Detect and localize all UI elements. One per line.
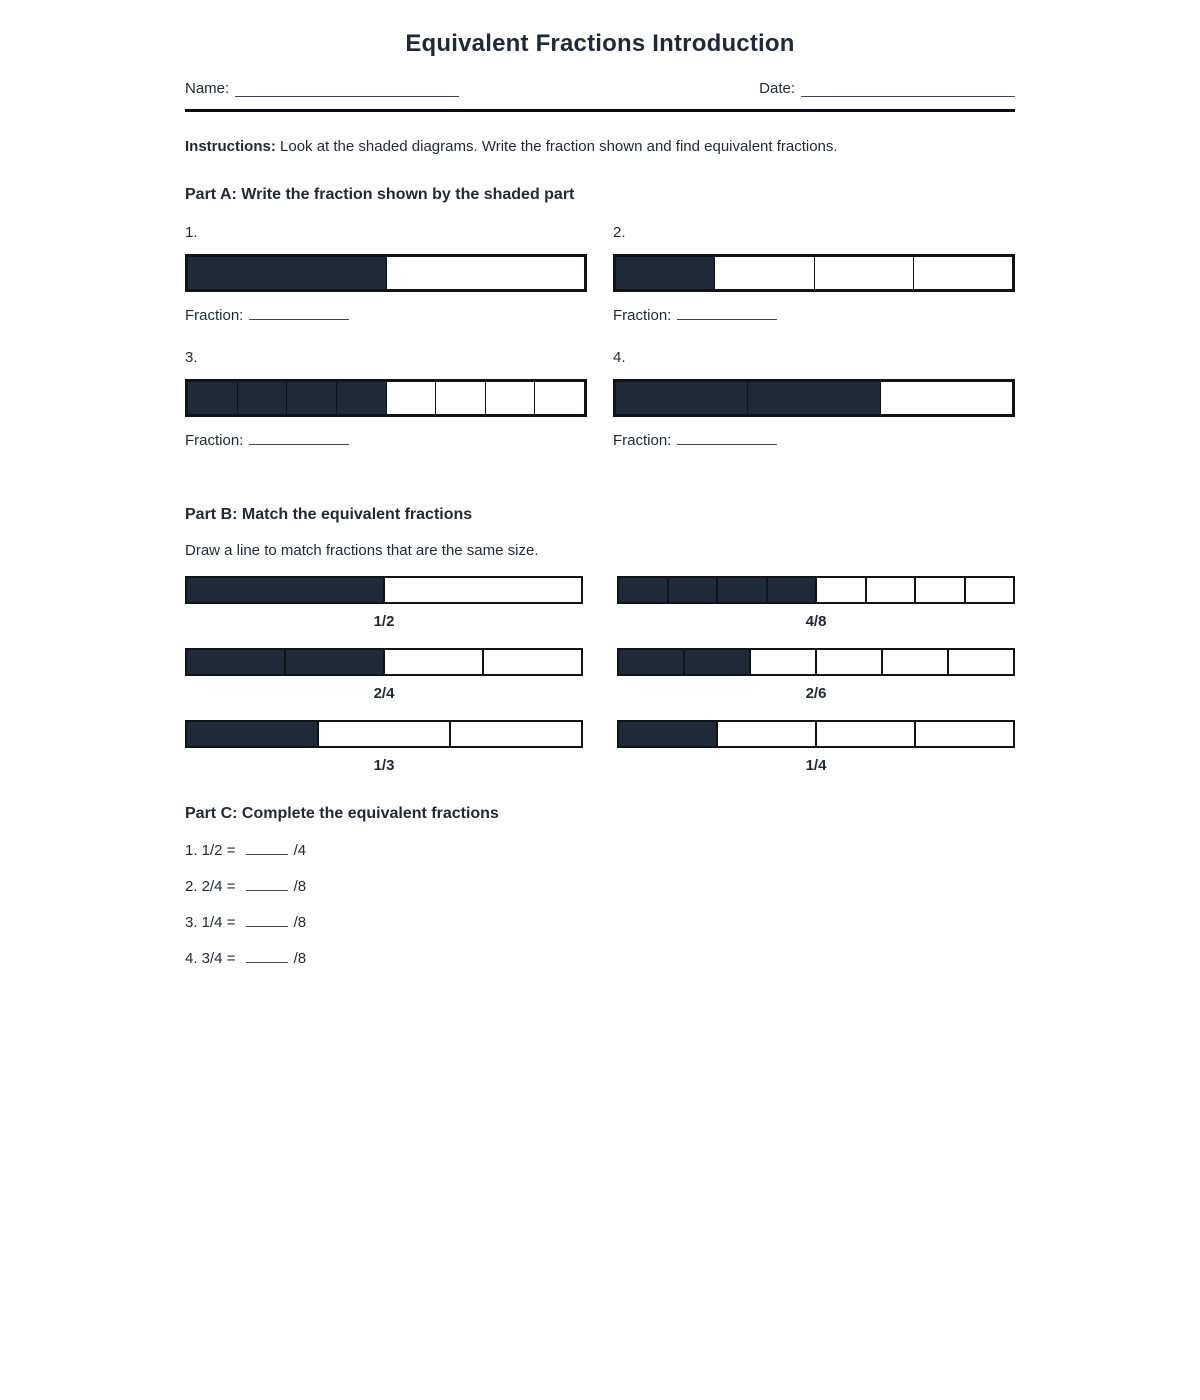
fraction-bar <box>617 576 1015 604</box>
bar-cell-shaded <box>286 382 336 414</box>
instructions-label: Instructions: <box>185 138 276 155</box>
match-item-left-2 <box>185 648 583 702</box>
match-item-right-2 <box>617 648 1015 702</box>
fraction-bar <box>613 254 1015 292</box>
fraction-label: Fraction: <box>613 432 672 449</box>
bar-cell-empty <box>435 382 485 414</box>
bar-cell-empty <box>815 650 881 674</box>
bar-cell-empty <box>534 382 584 414</box>
fraction-blank-line <box>677 430 777 445</box>
item-number: 2. <box>613 224 626 241</box>
bar-cell-shaded <box>336 382 386 414</box>
bar-cell-shaded <box>187 578 383 602</box>
match-item-left-1 <box>185 576 583 630</box>
part-a-item-3 <box>185 349 587 449</box>
equation-suffix: /8 <box>293 914 307 931</box>
fraction-answer-line <box>613 430 1015 449</box>
part-c-list <box>185 840 1015 967</box>
bar-cell-empty <box>880 382 1012 414</box>
fraction-blank-line <box>249 430 349 445</box>
bar-cell-empty <box>714 257 813 289</box>
bar-cell-empty <box>383 650 482 674</box>
bar-cell-empty <box>485 382 535 414</box>
fraction-label: Fraction: <box>613 307 672 324</box>
fraction-bar <box>185 720 583 748</box>
bar-cell-shaded <box>187 650 284 674</box>
bar-cell-shaded <box>284 650 383 674</box>
fraction-bar <box>185 379 587 417</box>
bar-cell-empty <box>914 578 964 602</box>
fraction-value-label: 4/8 <box>805 613 827 630</box>
fraction-bar <box>617 648 1015 676</box>
bar-cell-shaded <box>188 257 386 289</box>
instructions-text: Look at the shaded diagrams. Write the fraction shown and find equivalent fractions. <box>280 138 838 155</box>
header-divider <box>185 109 1015 112</box>
part-c-item-3 <box>185 912 1015 931</box>
part-b-subtext: Draw a line to match fractions that are the same size. <box>185 542 539 559</box>
bar-cell-empty <box>383 578 581 602</box>
fraction-value-label: 1/2 <box>373 613 395 630</box>
name-blank-line <box>235 82 459 97</box>
bar-cell-empty <box>865 578 915 602</box>
bar-cell-empty <box>815 578 865 602</box>
bar-cell-shaded <box>766 578 816 602</box>
bar-cell-shaded <box>187 722 317 746</box>
name-label: Name: <box>185 80 230 97</box>
fraction-blank-line <box>249 305 349 320</box>
fraction-label: Fraction: <box>185 307 244 324</box>
match-item-left-3 <box>185 720 583 774</box>
bar-cell-shaded <box>619 650 683 674</box>
fraction-bar <box>185 254 587 292</box>
equation-suffix: /8 <box>293 950 307 967</box>
fraction-bar <box>185 648 583 676</box>
page-title: Equivalent Fractions Introduction <box>405 30 795 57</box>
item-number: 1. <box>185 224 198 241</box>
part-c-item-2 <box>185 876 1015 895</box>
fraction-answer-line <box>185 305 587 324</box>
part-a-grid <box>185 224 1015 474</box>
fraction-bar <box>613 379 1015 417</box>
equation-suffix: /8 <box>293 878 307 895</box>
part-c-item-4 <box>185 948 1015 967</box>
item-number: 4. <box>613 349 626 366</box>
bar-cell-shaded <box>619 722 716 746</box>
bar-cell-shaded <box>188 382 237 414</box>
instructions <box>185 138 1015 155</box>
part-a-heading: Part A: Write the fraction shown by the shaded part <box>185 186 575 203</box>
fraction-value-label: 2/6 <box>805 685 827 702</box>
date-blank-line <box>801 82 1015 97</box>
bar-cell-shaded <box>619 578 667 602</box>
bar-cell-empty <box>482 650 581 674</box>
bar-cell-empty <box>716 722 815 746</box>
bar-cell-empty <box>386 257 585 289</box>
fraction-value-label: 2/4 <box>373 685 395 702</box>
name-field-group <box>185 80 459 97</box>
part-b-heading: Part B: Match the equivalent fractions <box>185 506 473 523</box>
bar-cell-empty <box>386 382 436 414</box>
fraction-answer-line <box>613 305 1015 324</box>
equation-prefix: 1. 1/2 = <box>185 842 236 859</box>
fraction-bar <box>617 720 1015 748</box>
bar-cell-empty <box>913 257 1012 289</box>
fraction-value-label: 1/3 <box>373 757 395 774</box>
bar-cell-empty <box>815 722 914 746</box>
equation-blank-line <box>246 912 288 927</box>
date-field-group <box>759 80 1015 97</box>
part-c-heading: Part C: Complete the equivalent fractions <box>185 805 499 822</box>
match-item-right-1 <box>617 576 1015 630</box>
equation-blank-line <box>246 840 288 855</box>
name-date-row <box>185 80 1015 97</box>
part-b-grid <box>185 576 1015 774</box>
bar-cell-empty <box>964 578 1014 602</box>
bar-cell-shaded <box>237 382 287 414</box>
bar-cell-shaded <box>747 382 879 414</box>
fraction-label: Fraction: <box>185 432 244 449</box>
equation-prefix: 4. 3/4 = <box>185 950 236 967</box>
bar-cell-empty <box>749 650 815 674</box>
part-c-item-1 <box>185 840 1015 859</box>
date-label: Date: <box>759 80 795 97</box>
equation-suffix: /4 <box>293 842 307 859</box>
bar-cell-empty <box>814 257 913 289</box>
part-a-item-4 <box>613 349 1015 449</box>
bar-cell-empty <box>449 722 581 746</box>
bar-cell-shaded <box>667 578 717 602</box>
fraction-value-label: 1/4 <box>805 757 827 774</box>
fraction-answer-line <box>185 430 587 449</box>
bar-cell-empty <box>914 722 1013 746</box>
equation-blank-line <box>246 876 288 891</box>
bar-cell-empty <box>947 650 1013 674</box>
bar-cell-empty <box>881 650 947 674</box>
bar-cell-shaded <box>616 257 714 289</box>
equation-prefix: 3. 1/4 = <box>185 914 236 931</box>
bar-cell-empty <box>317 722 449 746</box>
bar-cell-shaded <box>716 578 766 602</box>
bar-cell-shaded <box>683 650 749 674</box>
equation-prefix: 2. 2/4 = <box>185 878 236 895</box>
part-a-item-2 <box>613 224 1015 324</box>
item-number: 3. <box>185 349 198 366</box>
part-a-item-1 <box>185 224 587 324</box>
fraction-bar <box>185 576 583 604</box>
fraction-blank-line <box>677 305 777 320</box>
match-item-right-3 <box>617 720 1015 774</box>
bar-cell-shaded <box>616 382 747 414</box>
equation-blank-line <box>246 948 288 963</box>
